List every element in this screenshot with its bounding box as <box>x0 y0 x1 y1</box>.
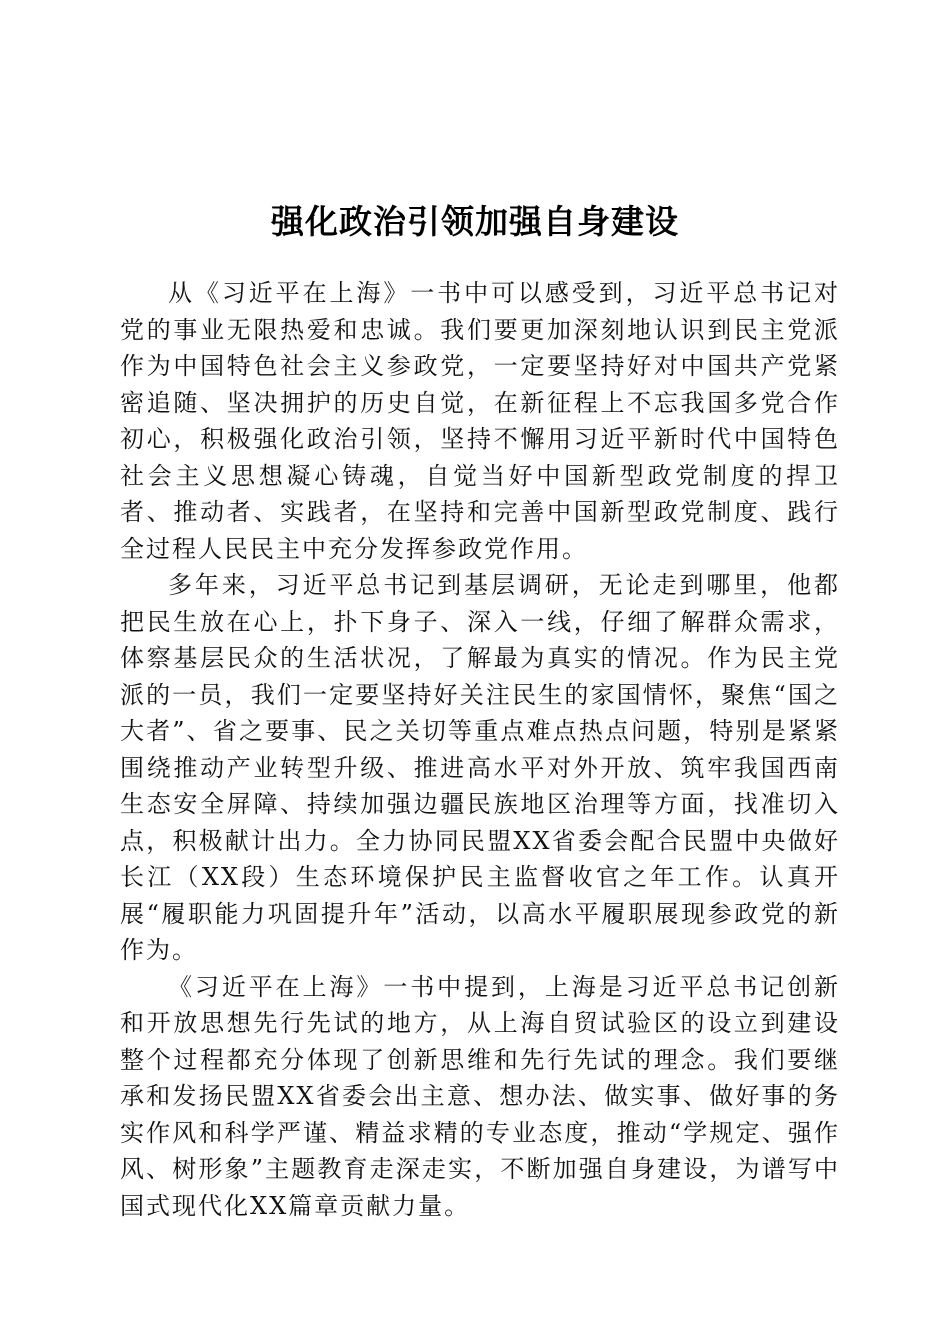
document-title: 强化政治引领加强自身建设 <box>271 202 679 241</box>
paragraph-2: 多年来，习近平总书记到基层调研，无论走到哪里，他都把民生放在心上，扑下身子、深入一线，仔细了解群众需求，体察基层民众的生活状况，了解最为真实的情况。作为民主党派的一员，我们一定要坚持好关注民生的家国情怀，聚焦“国之大者”、省之要事、民之关切等重点难点热点问题，特别是紧紧围绕推动产业转型升级、推进高水平对外开放、筑牢我国西南生态安全屏障、持续加强边疆民族地区治理等方面，找准切入点，积极献计出力。全力协同民盟XX省委会配合民盟中央做好长江（XX段）生态环境保护民主监督收官之年工作。认真开展“履职能力巩固提升年”活动，以高水平履职展现参政党的新作为。 <box>120 571 840 964</box>
document-body <box>120 275 840 1224</box>
paragraph-1: 从《习近平在上海》一书中可以感受到，习近平总书记对党的事业无限热爱和忠诚。我们要更加深刻地认识到民主党派作为中国特色社会主义参政党，一定要坚持好对中国共产党紧密追随、坚决拥护的历史自觉，在新征程上不忘我国多党合作初心，积极强化政治引领，坚持不懈用习近平新时代中国特色社会主义思想凝心铸魂，自觉当好中国新型政党制度的捍卫者、推动者、实践者，在坚持和完善中国新型政党制度、践行全过程人民民主中充分发挥参政党作用。 <box>120 279 840 563</box>
paragraph-3: 《习近平在上海》一书中提到，上海是习近平总书记创新和开放思想先行先试的地方，从上海自贸试验区的设立到建设整个过程都充分体现了创新思维和先行先试的理念。我们要继承和发扬民盟XX省委会出主意、想办法、做实事、做好事的务实作风和科学严谨、精益求精的专业态度，推动“学规定、强作风、树形象”主题教育走深走实，不断加强自身建设，为谱写中国式现代化XX篇章贡献力量。 <box>120 972 840 1220</box>
